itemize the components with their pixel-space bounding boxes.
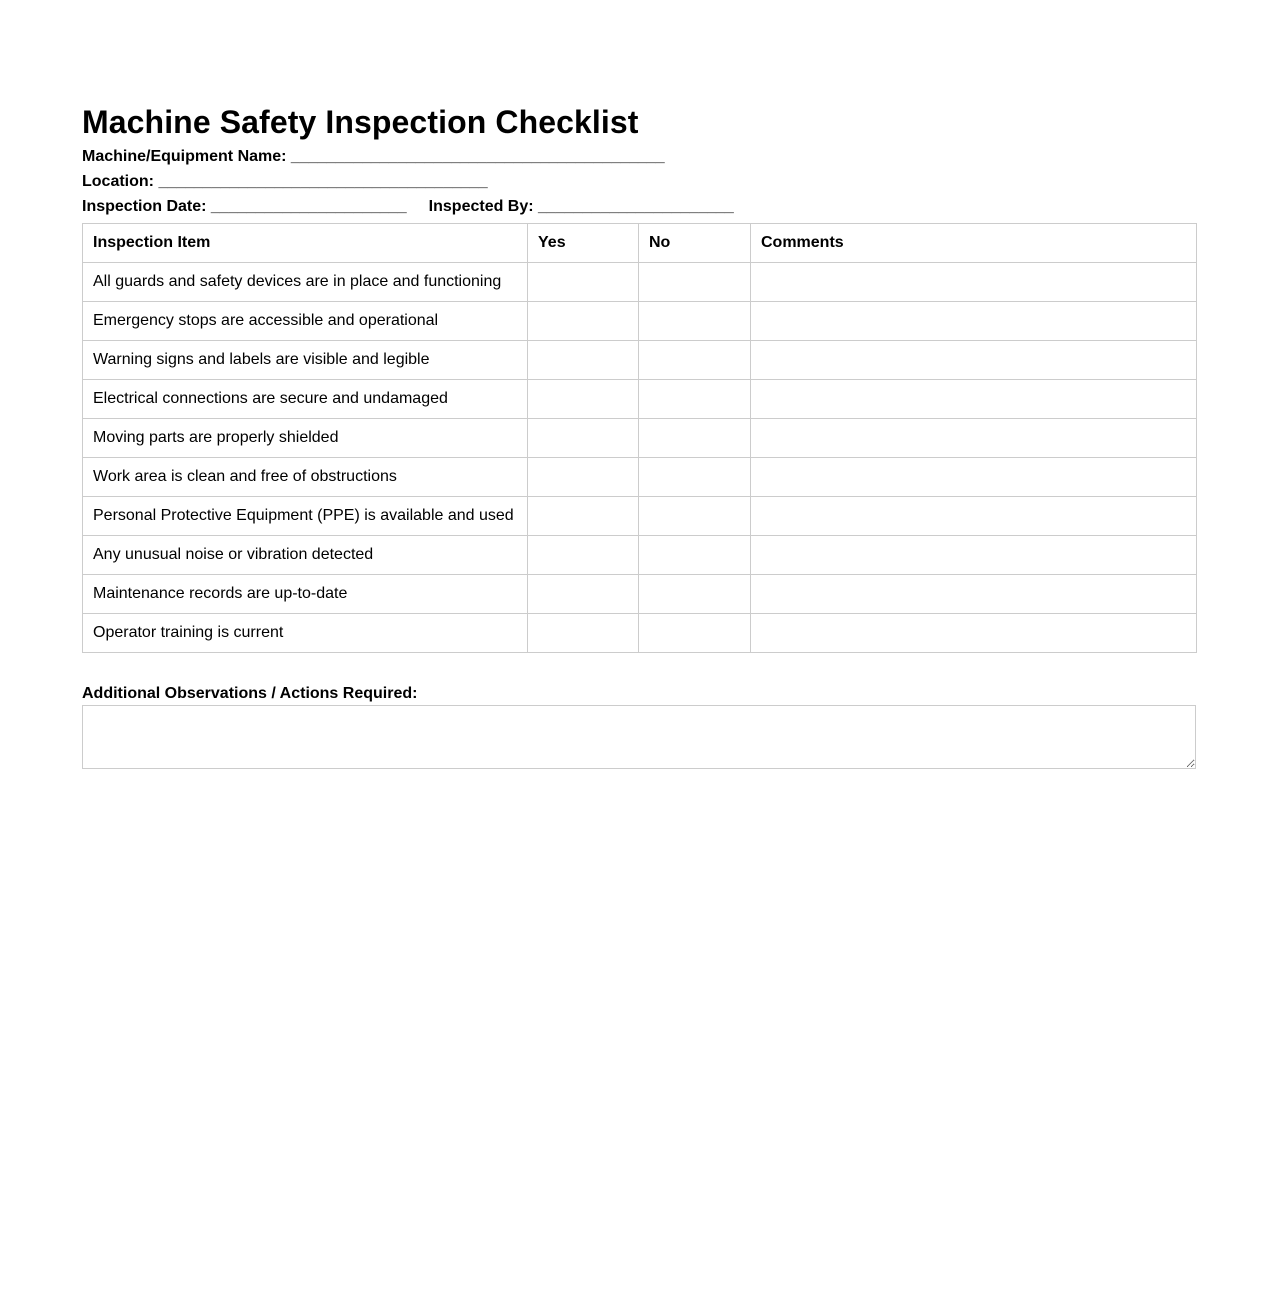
comments-cell[interactable]	[751, 302, 1197, 341]
no-cell[interactable]	[639, 341, 751, 380]
no-cell[interactable]	[639, 302, 751, 341]
item-cell: Maintenance records are up-to-date	[83, 575, 528, 614]
item-cell: Work area is clean and free of obstructions	[83, 458, 528, 497]
yes-cell[interactable]	[528, 458, 639, 497]
checklist-page	[82, 100, 1196, 769]
machine-name-field: Machine/Equipment Name: __________________________________________	[82, 148, 665, 165]
table-row	[83, 575, 1197, 614]
no-cell[interactable]	[639, 263, 751, 302]
date-inspector-line	[82, 194, 1196, 219]
comments-cell[interactable]	[751, 614, 1197, 653]
no-cell[interactable]	[639, 419, 751, 458]
item-cell: Warning signs and labels are visible and legible	[83, 341, 528, 380]
comments-cell[interactable]	[751, 419, 1197, 458]
yes-cell[interactable]	[528, 419, 639, 458]
inspected-by-field: Inspected By: ______________________	[428, 198, 734, 215]
table-row	[83, 614, 1197, 653]
item-cell: Personal Protective Equipment (PPE) is available and used	[83, 497, 528, 536]
no-cell[interactable]	[639, 575, 751, 614]
no-cell[interactable]	[639, 614, 751, 653]
inspection-date-field: Inspection Date: ______________________	[82, 198, 407, 215]
yes-cell[interactable]	[528, 380, 639, 419]
header-inspection-item: Inspection Item	[83, 224, 528, 263]
item-cell: Any unusual noise or vibration detected	[83, 536, 528, 575]
table-header-row	[83, 224, 1197, 263]
table-row	[83, 419, 1197, 458]
comments-cell[interactable]	[751, 380, 1197, 419]
header-no: No	[639, 224, 751, 263]
header-comments: Comments	[751, 224, 1197, 263]
item-cell: Moving parts are properly shielded	[83, 419, 528, 458]
table-row	[83, 536, 1197, 575]
inspection-table	[82, 223, 1197, 653]
comments-cell[interactable]	[751, 536, 1197, 575]
comments-cell[interactable]	[751, 497, 1197, 536]
no-cell[interactable]	[639, 536, 751, 575]
location-field: Location: _____________________________________	[82, 173, 488, 190]
no-cell[interactable]	[639, 458, 751, 497]
yes-cell[interactable]	[528, 263, 639, 302]
yes-cell[interactable]	[528, 497, 639, 536]
comments-cell[interactable]	[751, 263, 1197, 302]
page-title: Machine Safety Inspection Checklist	[82, 104, 639, 140]
item-cell: All guards and safety devices are in place and functioning	[83, 263, 528, 302]
table-row	[83, 302, 1197, 341]
no-cell[interactable]	[639, 380, 751, 419]
no-cell[interactable]	[639, 497, 751, 536]
comments-cell[interactable]	[751, 575, 1197, 614]
yes-cell[interactable]	[528, 575, 639, 614]
yes-cell[interactable]	[528, 302, 639, 341]
table-row	[83, 341, 1197, 380]
item-cell: Emergency stops are accessible and operational	[83, 302, 528, 341]
table-row	[83, 380, 1197, 419]
table-row	[83, 263, 1197, 302]
comments-cell[interactable]	[751, 341, 1197, 380]
comments-cell[interactable]	[751, 458, 1197, 497]
item-cell: Electrical connections are secure and undamaged	[83, 380, 528, 419]
table-row	[83, 497, 1197, 536]
table-row	[83, 458, 1197, 497]
header-yes: Yes	[528, 224, 639, 263]
item-cell: Operator training is current	[83, 614, 528, 653]
observations-label: Additional Observations / Actions Required:	[82, 685, 418, 702]
yes-cell[interactable]	[528, 614, 639, 653]
observations-textarea[interactable]	[82, 705, 1196, 769]
yes-cell[interactable]	[528, 536, 639, 575]
yes-cell[interactable]	[528, 341, 639, 380]
